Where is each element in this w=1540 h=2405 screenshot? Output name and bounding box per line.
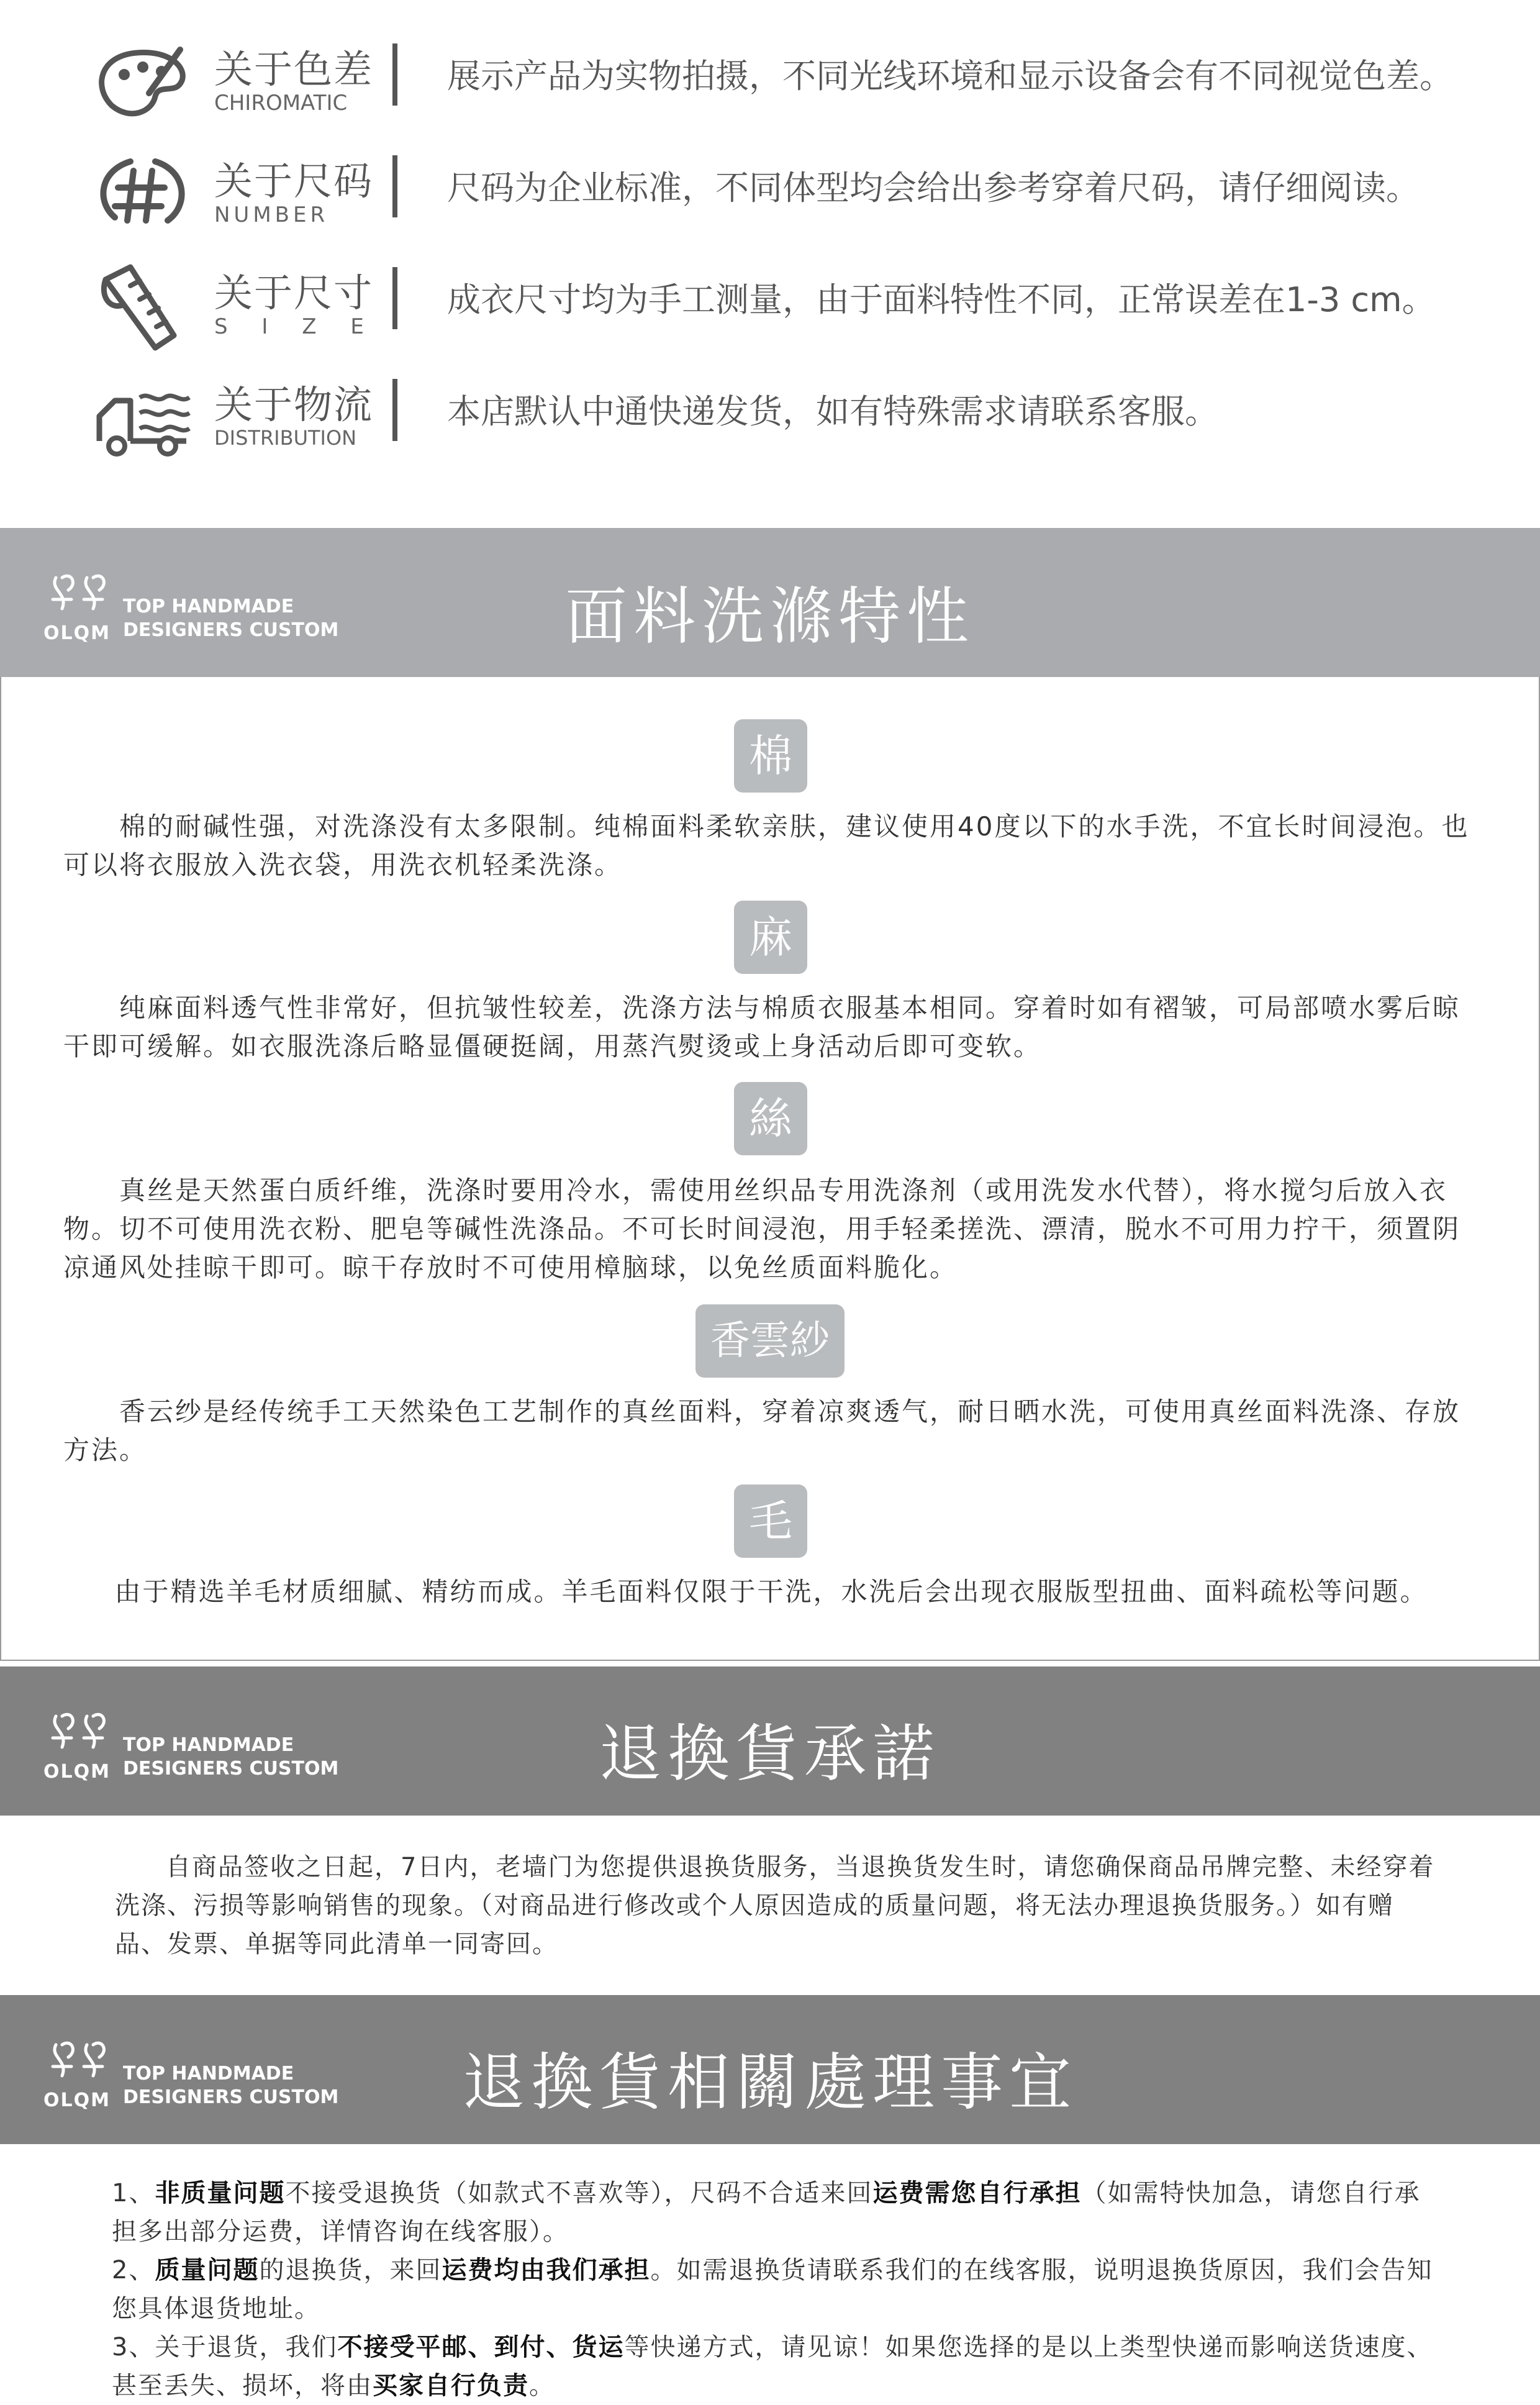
promise-header	[0, 1666, 1540, 1816]
fabric-badge-linen: 麻	[734, 901, 807, 974]
logo-text: OLQM	[43, 2089, 111, 2111]
tagline-line-2: DESIGNERS CUSTOM	[123, 619, 339, 641]
notice-text: 尺码为企业标准，不同体型均会给出参考穿着尺码，请仔细阅读。	[447, 168, 1420, 207]
notice-title: 关于尺码	[214, 158, 374, 204]
notice-row-size	[0, 255, 1540, 360]
fabric-paragraph: 香云纱是经传统手工天然染色工艺制作的真丝面料，穿着凉爽透气，耐日晒水洗，可使用真丝面料洗涤、存放方法。	[63, 1396, 1461, 1465]
notice-title: 关于色差	[214, 47, 374, 92]
logo-text: OLQM	[43, 622, 111, 644]
fabric-paragraph: 真丝是天然蛋白质纤维，洗涤时要用冷水，需使用丝织品专用洗涤剂（或用洗发水代替），将水搅匀后放入衣物。切不可使用洗衣粉、肥皂等碱性洗涤品。不可长时间浸泡，用手轻柔搓洗、漂清，脱水不可用力拧干，须置阴凉通风处挂晾干即可。晾干存放时不可使用樟脑球，以免丝质面料脆化。	[63, 1175, 1461, 1283]
rule-text: 关于退货，我们	[155, 2333, 338, 2362]
promise-text	[115, 1848, 1438, 1963]
section-title: 面料洗滌特性	[565, 580, 975, 653]
rule-text: 等快递方式，请见谅！如果您选择的是以上类型快递而影响送货速度、甚至丢失、损坏，将由	[112, 2333, 1433, 2400]
fabric-text-linen	[63, 989, 1479, 1066]
tagline-line-1: TOP HANDMADE	[123, 1734, 294, 1756]
tagline-line-2: DESIGNERS CUSTOM	[123, 2086, 339, 2108]
ruler-icon	[87, 261, 199, 354]
rule-text: 。如需退换货请联系我们的在线客服，说明退换货原因，我们会告知您具体退货地址。	[112, 2256, 1433, 2323]
fabric-content	[0, 677, 1540, 1661]
rule-number: 2、	[112, 2256, 155, 2285]
notice-subtitle: NUMBER	[214, 202, 329, 227]
rule-text: （如需特快加急，请您自行承担多出部分运费，详情咨询在线客服）。	[112, 2179, 1421, 2246]
rule-item-2	[112, 2251, 1441, 2328]
fabric-badge-silk: 絲	[734, 1082, 807, 1155]
rule-text: 不接受退换货（如款式不喜欢等），尺码不合适来回	[285, 2179, 873, 2207]
section-title: 退換貨承諾	[599, 1717, 941, 1790]
fabric-badge-cotton: 棉	[734, 719, 807, 793]
rule-number: 3、	[112, 2333, 155, 2362]
fabric-paragraph: 纯麻面料透气性非常好，但抗皱性较差，洗涤方法与棉质衣服基本相同。穿着时如有褶皱，可局部喷水雾后晾干即可缓解。如衣服洗涤后略显僵硬挺阔，用蒸汽熨烫或上身活动后即可变软。	[63, 993, 1461, 1062]
rule-bold: 运费均由我们承担	[442, 2256, 651, 2285]
notice-subtitle: CHIROMATIC	[214, 91, 348, 116]
notice-title: 关于尺寸	[214, 270, 374, 316]
fabric-text-wool: 由于精选羊毛材质细腻、精纺而成。羊毛面料仅限于干洗，水洗后会出现衣服版型扭曲、面料疏松等问题。	[114, 1576, 1428, 1607]
notice-text: 展示产品为实物拍摄，不同光线环境和显示设备会有不同视觉色差。	[447, 57, 1453, 96]
rule-number: 1、	[112, 2179, 155, 2207]
rules-header	[0, 1995, 1540, 2144]
fabric-text-silk	[63, 1171, 1479, 1287]
divider	[392, 267, 397, 329]
rule-item-1	[112, 2174, 1441, 2251]
divider	[392, 155, 397, 217]
tagline-line-2: DESIGNERS CUSTOM	[123, 1758, 339, 1780]
notice-section	[0, 0, 1540, 528]
notice-row-distribution	[0, 366, 1540, 472]
rule-bold: 不接受平邮、到付、货运	[337, 2333, 625, 2362]
section-title: 退換貨相關處理事宜	[463, 2046, 1077, 2119]
logo-text: OLQM	[43, 1761, 111, 1783]
tagline-line-1: TOP HANDMADE	[123, 596, 294, 617]
rule-bold: 非质量问题	[155, 2179, 286, 2207]
rule-bold: 买家自行负责	[373, 2371, 529, 2400]
notice-subtitle: S I Z E	[214, 314, 378, 339]
notice-text: 本店默认中通快递发货，如有特殊需求请联系客服。	[447, 392, 1218, 431]
hash-icon	[87, 149, 199, 242]
rule-text: 。	[529, 2371, 555, 2400]
notice-subtitle: DISTRIBUTION	[214, 426, 357, 450]
fabric-badge-wool: 毛	[734, 1484, 807, 1558]
notice-row-number	[0, 143, 1540, 248]
fabric-header	[0, 528, 1540, 677]
truck-icon	[87, 373, 199, 466]
rule-item-3	[112, 2328, 1441, 2405]
rule-bold: 质量问题	[155, 2256, 260, 2285]
divider	[392, 379, 397, 441]
fabric-text-xiangyunsha	[63, 1393, 1479, 1470]
palette-icon	[87, 37, 199, 130]
notice-row-chromatic	[0, 31, 1540, 137]
tagline-line-1: TOP HANDMADE	[123, 2063, 294, 2084]
promise-paragraph: 自商品签收之日起，7日内，老墙门为您提供退换货服务，当退换货发生时，请您确保商品吊牌完整、未经穿着洗涤、污损等影响销售的现象。（对商品进行修改或个人原因造成的质量问题，将无法办理退换货服务。）如有赠品、发票、单据等同此清单一同寄回。	[115, 1853, 1435, 1958]
notice-title: 关于物流	[214, 382, 374, 427]
notice-text: 成衣尺寸均为手工测量，由于面料特性不同，正常误差在1-3 cm。	[447, 280, 1436, 319]
fabric-text-cotton	[63, 807, 1479, 884]
fabric-badge-xiangyunsha: 香雲紗	[695, 1304, 845, 1378]
rule-text: 的退换货，来回	[259, 2256, 442, 2285]
divider	[392, 43, 397, 106]
rules-list	[112, 2174, 1441, 2405]
rule-bold: 运费需您自行承担	[872, 2179, 1082, 2207]
fabric-paragraph: 棉的耐碱性强，对洗涤没有太多限制。纯棉面料柔软亲肤，建议使用40度以下的水手洗，不宜长时间浸泡。也可以将衣服放入洗衣袋，用洗衣机轻柔洗涤。	[63, 811, 1470, 880]
